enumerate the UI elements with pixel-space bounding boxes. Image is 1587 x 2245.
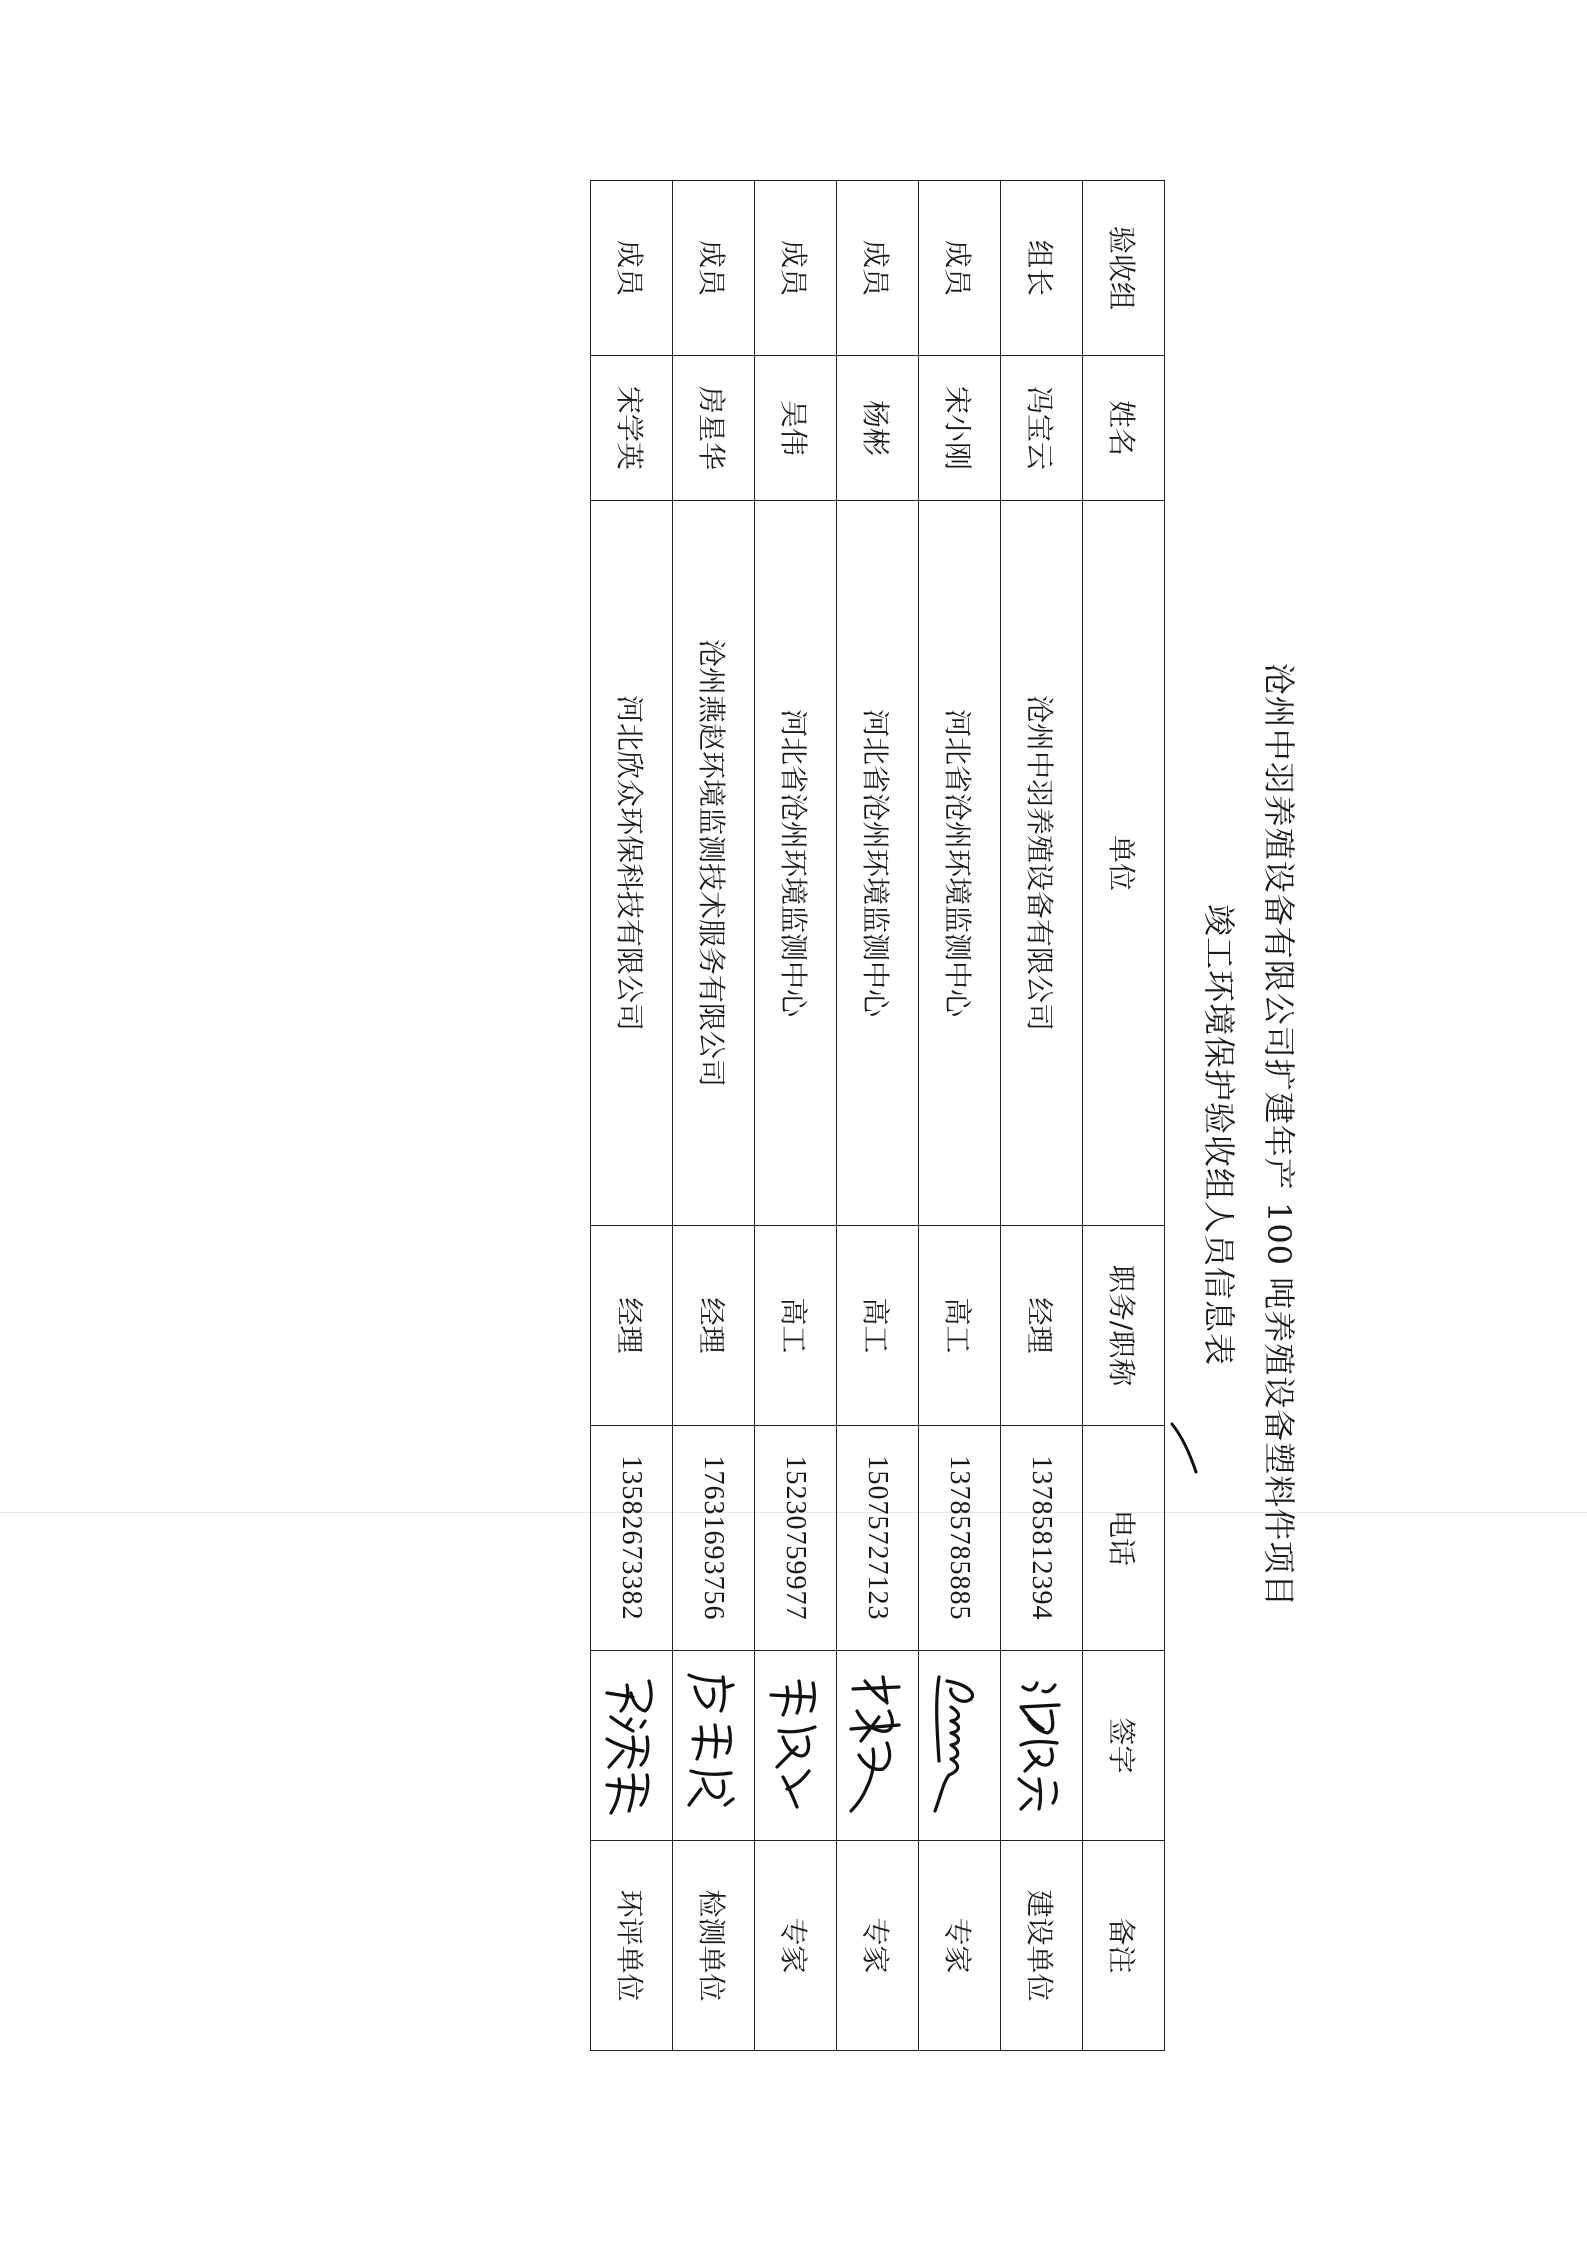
cell-phone: 13785785885 [919, 1426, 1001, 1651]
cell-phone: 13785812394 [1001, 1426, 1083, 1651]
table-row [755, 181, 837, 2051]
cell-title: 高工 [837, 1226, 919, 1426]
cell-title: 高工 [919, 1226, 1001, 1426]
handwritten-signature [682, 1671, 746, 1821]
cell-signature [1001, 1651, 1083, 1841]
cell-unit: 河北省沧州环境监测中心 [755, 501, 837, 1226]
cell-signature [591, 1651, 673, 1841]
table-row [673, 181, 755, 2051]
cell-signature [837, 1651, 919, 1841]
cell-phone: 15075727123 [837, 1426, 919, 1651]
cell-note: 专家 [837, 1841, 919, 2051]
cell-name: 吴伟 [755, 356, 837, 501]
cell-note: 专家 [755, 1841, 837, 2051]
cell-signature [755, 1651, 837, 1841]
table-row [837, 181, 919, 2051]
header-phone: 电话 [1083, 1426, 1165, 1651]
rotated-document [530, 160, 1330, 2110]
cell-unit: 河北省沧州环境监测中心 [919, 501, 1001, 1226]
cell-signature [919, 1651, 1001, 1841]
header-signature: 签字 [1083, 1651, 1165, 1841]
cell-role: 组长 [1001, 181, 1083, 356]
handwritten-signature [846, 1671, 910, 1821]
table-header-row [1083, 181, 1165, 2051]
handwritten-signature [600, 1671, 664, 1821]
cell-note: 建设单位 [1001, 1841, 1083, 2051]
handwritten-signature [1010, 1671, 1074, 1821]
header-unit: 单位 [1083, 501, 1165, 1226]
handwritten-signature [928, 1671, 992, 1821]
cell-phone: 17631693756 [673, 1426, 755, 1651]
cell-unit: 沧州中羽养殖设备有限公司 [1001, 501, 1083, 1226]
document-title: 沧州中羽养殖设备有限公司扩建年产 100 吨养殖设备塑料件项目 [1260, 662, 1298, 1608]
cell-note: 检测单位 [673, 1841, 755, 2051]
acceptance-group-table [590, 180, 1165, 2051]
cell-name: 宋学英 [591, 356, 673, 501]
cell-name: 宋小刚 [919, 356, 1001, 501]
cell-phone: 13582673382 [591, 1426, 673, 1651]
table-row [1001, 181, 1083, 2051]
cell-name: 杨彬 [837, 356, 919, 501]
header-title: 职务/职称 [1083, 1226, 1165, 1426]
cell-title: 经理 [1001, 1226, 1083, 1426]
cell-title: 经理 [673, 1226, 755, 1426]
document-subtitle: 竣工环境保护验收组人员信息表 [1200, 903, 1238, 1366]
table-row [591, 181, 673, 2051]
cell-unit: 河北欣众环保科技有限公司 [591, 501, 673, 1226]
handwritten-signature [764, 1671, 828, 1821]
cell-role: 成员 [837, 181, 919, 356]
cell-name: 房星华 [673, 356, 755, 501]
header-role: 验收组 [1083, 181, 1165, 356]
cell-name: 冯宝云 [1001, 356, 1083, 501]
cell-role: 成员 [673, 181, 755, 356]
cell-note: 环评单位 [591, 1841, 673, 2051]
cell-signature [673, 1651, 755, 1841]
cell-title: 经理 [591, 1226, 673, 1426]
header-name: 姓名 [1083, 356, 1165, 501]
cell-unit: 沧州燕赵环境监测技术服务有限公司 [673, 501, 755, 1226]
cell-role: 成员 [591, 181, 673, 356]
header-note: 备注 [1083, 1841, 1165, 2051]
cell-role: 成员 [755, 181, 837, 356]
cell-phone: 15230759977 [755, 1426, 837, 1651]
cell-unit: 河北省沧州环境监测中心 [837, 501, 919, 1226]
cell-note: 专家 [919, 1841, 1001, 2051]
cell-role: 成员 [919, 181, 1001, 356]
cell-title: 高工 [755, 1226, 837, 1426]
table-row [919, 181, 1001, 2051]
